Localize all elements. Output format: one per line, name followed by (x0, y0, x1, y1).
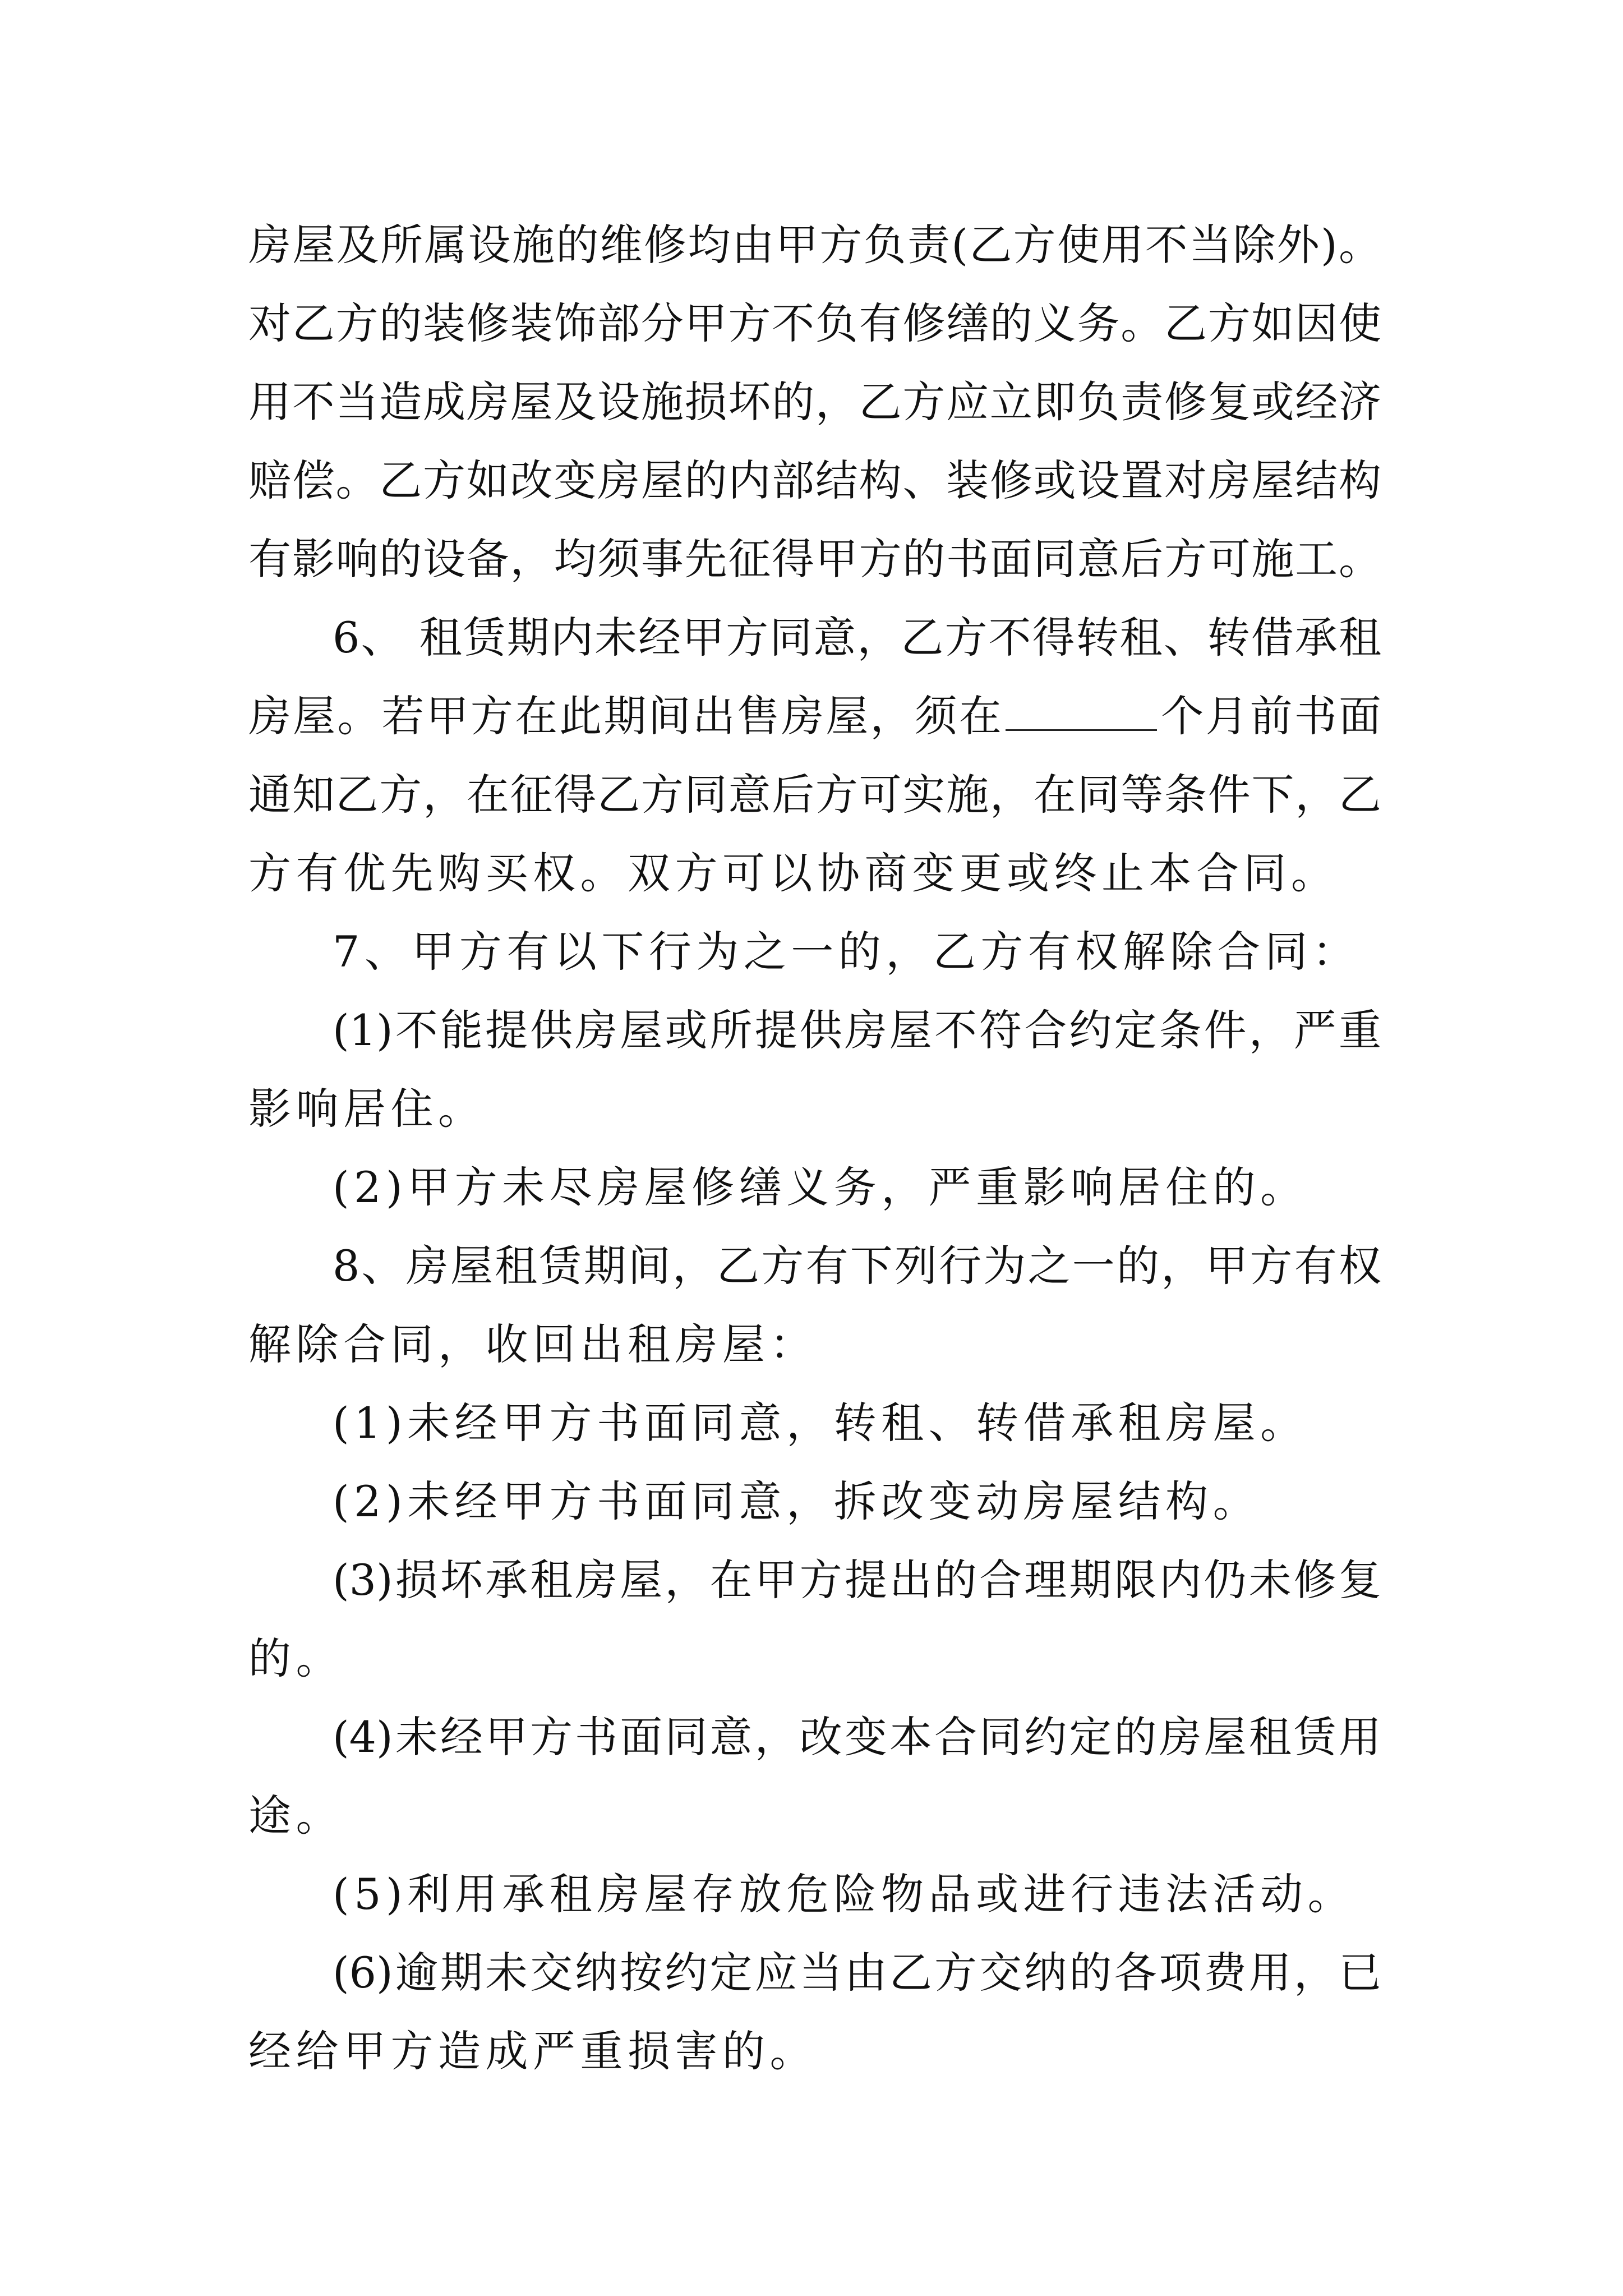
text-segment: 房屋。若甲方在此期间出售房屋，须在 (248, 691, 1004, 741)
text-line-with-blank (248, 688, 1381, 778)
text-line: 方有优先购买权。双方可以协商变更或终止本合同。 (248, 848, 1339, 898)
list-item: (2)未经甲方书面同意，拆改变动房屋结构。 (333, 1476, 1261, 1526)
text-line: 通知乙方，在征得乙方同意后方可实施，在同等条件下，乙 (248, 770, 1381, 820)
clause-8-heading: 8、房屋租赁期间，乙方有下列行为之一的，甲方有权 (333, 1241, 1381, 1291)
text-line: 房屋及所属设施的维修均由甲方负责(乙方使用不当除外)。 (248, 220, 1381, 270)
fill-in-blank (1006, 693, 1157, 731)
list-item: (6)逾期未交纳按约定应当由乙方交纳的各项费用，已 (333, 1948, 1381, 1998)
list-item: (4)未经甲方书面同意，改变本合同约定的房屋租赁用 (333, 1712, 1381, 1762)
text-line: 赔偿。乙方如改变房屋的内部结构、装修或设置对房屋结构 (248, 455, 1381, 505)
text-line: 对乙方的装修装饰部分甲方不负有修缮的义务。乙方如因使 (248, 298, 1381, 348)
text-line: 经给甲方造成严重损害的。 (248, 2026, 817, 2076)
text-line: 途。 (248, 1791, 343, 1841)
list-item: (3)损坏承租房屋，在甲方提出的合理期限内仍未修复 (333, 1555, 1381, 1605)
text-line: 的。 (248, 1634, 343, 1683)
text-line: 解除合同，收回出租房屋： (248, 1319, 817, 1369)
list-item: (1)不能提供房屋或所提供房屋不符合约定条件，严重 (333, 1005, 1381, 1055)
text-segment: 个月前书面 (1159, 691, 1382, 741)
list-item: (1)未经甲方书面同意，转租、转借承租房屋。 (333, 1398, 1308, 1448)
text-line: 有影响的设备，均须事先征得甲方的书面同意后方可施工。 (248, 534, 1381, 584)
clause-6-heading: 6、 租赁期内未经甲方同意，乙方不得转租、转借承租 (333, 613, 1381, 662)
list-item: (5)利用承租房屋存放危险物品或进行违法活动。 (333, 1869, 1355, 1919)
text-line: 用不当造成房屋及设施损坏的，乙方应立即负责修复或经济 (248, 377, 1381, 427)
list-item: (2)甲方未尽房屋修缮义务，严重影响居住的。 (333, 1162, 1308, 1212)
clause-7-heading: 7、甲方有以下行为之一的，乙方有权解除合同： (333, 927, 1360, 977)
text-line: 影响居住。 (248, 1084, 486, 1134)
